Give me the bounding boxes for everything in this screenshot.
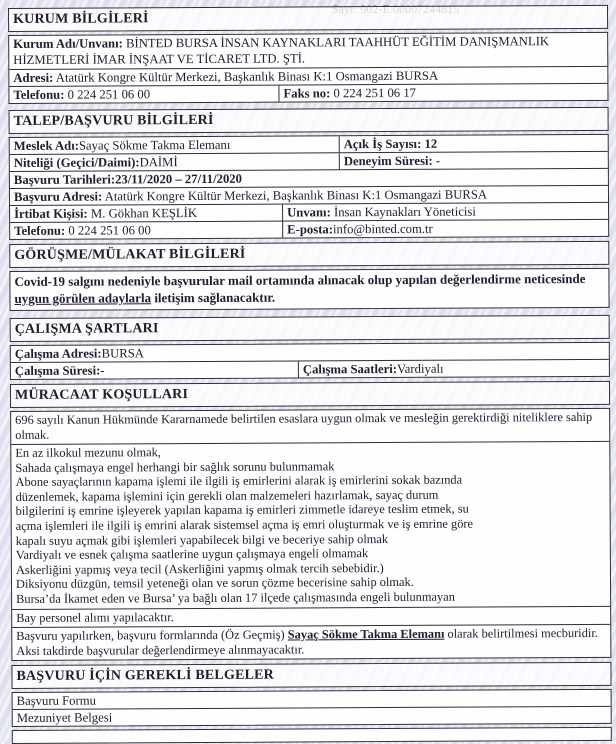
niteligi-value: DAİMİ — [139, 155, 178, 170]
unvani-label: Unvanı: — [287, 205, 331, 220]
kurum-adi-value: BİNTED BURSA İNSAN KAYNAKLARI TAAHHÜT EĞİTİM DANIŞMANLIK HİZMETLERİ İMAR İNŞAAT VE TİCARET LTD. ŞTİ. — [13, 34, 550, 67]
section-header-gorusme-mulakat — [9, 241, 609, 268]
kurum-telefon-label: Telefonu: — [13, 87, 65, 102]
section-title: KURUM BİLGİLERİ — [13, 11, 149, 27]
irtibat-value: M. Gökhan KEŞLİK — [87, 206, 198, 221]
basvuru-sekli-emphasis: Sayaç Sökme Takma Elemanı — [287, 626, 445, 642]
deneyim-label: Deneyim Süresi: — [343, 153, 433, 169]
khk-requirement — [11, 409, 609, 444]
kurum-telefon-value: 0 224 251 06 00 — [64, 87, 151, 102]
kurum-adres-label: Adresi: — [13, 70, 54, 85]
requirements-list — [11, 441, 610, 609]
section-gorusme-mulakat — [9, 268, 609, 311]
requirement-line: kapalı suyu açmak gibi işlemleri yapabilecek bilgi ve beceriye sahip olmak — [15, 531, 389, 548]
section-title: BAŞVURU İÇİN GEREKLİ BELGELER — [16, 667, 275, 684]
talep-telefon-label: Telefonu: — [14, 223, 66, 238]
kurum-adres-value: Atatürk Kongre Kültür Merkezi, Başkanlık Binası K:1 Osmangazi BURSA — [53, 68, 439, 85]
kurum-faks-cell — [279, 84, 607, 102]
section-header-calisma-sartlari — [10, 315, 610, 342]
meslek-adi-cell — [10, 136, 340, 154]
basvuru-sekli-row — [12, 623, 610, 659]
irtibat-label: İrtibat Kişisi: — [14, 206, 88, 221]
niteligi-label: Niteliği (Geçici/Daimi): — [13, 155, 140, 170]
acik-is-label: Açık İş Sayısı: — [343, 136, 422, 152]
section-gerekli-belgeler — [12, 688, 612, 726]
calisma-suresi-label: Çalışma Süresi: — [14, 363, 101, 378]
cutoff-row — [12, 726, 612, 743]
unvani-value: İnsan Kaynakları Yöneticisi — [330, 204, 476, 220]
section-muracaat-kosullari — [10, 408, 611, 661]
section-talep-basvuru — [9, 134, 610, 240]
requirement-line: düzenlemek, kapama işlemini için gerekli olan malzemeleri hazırlamak, sayaç durum — [15, 487, 439, 504]
covid-notice-text-end: iletişim sağlanacaktır. — [151, 289, 276, 305]
basvuru-sekli-text-end: olarak belirtilmesi mecburidir. Aksi takdirde başvurular değerlendirmeye alınmayacaktır. — [16, 625, 598, 658]
talep-telefon-value: 0 224 251 06 00 — [65, 223, 151, 238]
basvuru-tarihleri-value: 23/11/2020 – 27/11/2020 — [115, 171, 242, 187]
belge-item-basvuru-formu: Başvuru Formu — [16, 693, 96, 708]
covid-notice — [10, 269, 596, 310]
covid-notice-text: Covid-19 salgını nedeniyle başvurular mail ortamında alınacak olup yapılan değerlendirme neticesinde — [14, 270, 586, 289]
kurum-telefon-cell — [9, 86, 279, 103]
calisma-saatleri-value: Vardiyalı — [396, 361, 444, 376]
basvuru-adresi-label: Başvuru Adresi: — [13, 189, 103, 204]
deneyim-cell — [340, 152, 608, 169]
requirement-line: Askerliğini yapmış veya tecil (Askerliğini yapmış olmak tercih sebebidir.) — [15, 560, 384, 577]
requirement-line: Abone sayaçlarının kapama işlemi ile ilgili iş emirlerini alarak iş emirlerini sokak bazında — [15, 472, 463, 490]
calisma-suresi-value: - — [100, 363, 105, 378]
acik-is-value: 12 — [421, 136, 438, 151]
deneyim-value: - — [432, 153, 441, 168]
kurum-adi-row — [9, 33, 607, 69]
form-table — [8, 5, 612, 744]
requirement-line: açma işlemleri ile ilgili iş emrini alarak sistemsel açma iş emri oluşturmak ve iş emrine göre — [15, 516, 474, 533]
calisma-suresi-cell — [11, 361, 299, 379]
kurum-faks-value: 0 224 251 06 17 — [330, 85, 417, 101]
calisma-suresi-saatleri-row — [11, 359, 609, 379]
unvani-cell — [283, 203, 608, 221]
section-title: MÜRACAAT KOŞULLARI — [14, 387, 189, 403]
kurum-adi-label: Kurum Adı/Unvanı: — [13, 36, 123, 51]
irtibat-row — [10, 202, 608, 222]
requirement-line: Vardiyalı ve esnek çalışma saatlerine uygun çalışmaya engeli olmamak — [15, 546, 369, 563]
section-header-muracaat-kosullari — [10, 381, 610, 408]
calisma-saatleri-cell — [299, 360, 609, 378]
basvuru-tarihleri-label: Başvuru Tarihleri: — [13, 172, 116, 187]
irtibat-cell — [10, 205, 283, 222]
section-header-kurum-bilgileri — [8, 5, 608, 32]
covid-notice-underlined: uygun görülen adaylarla — [14, 289, 152, 306]
basvuru-sekli-text: Başvuru yapılırken, başvuru formlarında (Öz Geçmiş) — [16, 627, 288, 643]
bay-personel-text: Bay personel alımı yapılacaktır. — [16, 609, 174, 625]
calisma-saatleri-label: Çalışma Saatleri: — [302, 361, 398, 377]
section-header-talep-basvuru — [9, 107, 609, 134]
talep-telefon-cell — [10, 222, 283, 239]
eposta-value: info@binted.com.tr — [332, 221, 433, 237]
eposta-label: E-posta: — [287, 222, 334, 237]
requirement-line: bilgilerini iş emrine işleyerek yapılan kapama iş emirleri zimmetle idareye teslim etmek, su — [15, 501, 469, 519]
requirement-line: En az ilkokul mezunu olmak, — [15, 445, 161, 460]
requirement-line: Diksiyonu düzgün, temsil yeteneği olan ve sorun çözme becerisine sahip olmak. — [15, 575, 414, 592]
acik-is-cell — [340, 135, 608, 152]
khk-requirement-text: 696 sayılı Kanun Hükmünde Kararnamede belirtilen esaslara uygun olmak ve mesleğin gerektirdiği niteliklere sahip olmak. — [15, 409, 593, 442]
calisma-adresi-label: Çalışma Adresi: — [14, 346, 102, 361]
meslek-adi-label: Meslek Adı: — [13, 138, 79, 153]
niteligi-row — [10, 151, 608, 171]
kurum-telefon-faks-row — [9, 83, 607, 103]
section-title: GÖRÜŞME/MÜLAKAT BİLGİLERİ — [14, 246, 246, 263]
section-calisma-sartlari — [10, 342, 610, 380]
talep-telefon-eposta-row — [10, 219, 608, 239]
meslek-adi-value: Sayaç Sökme Takma Elemanı — [78, 137, 231, 153]
belge-item-mezuniyet-belgesi: Mezuniyet Belgesi — [13, 705, 611, 725]
section-title: TALEP/BAŞVURU BİLGİLERİ — [13, 112, 214, 129]
niteligi-cell — [10, 153, 340, 171]
calisma-adresi-value: BURSA — [101, 346, 144, 361]
section-kurum-bilgileri — [8, 32, 608, 104]
section-title: ÇALIŞMA ŞARTLARI — [14, 321, 159, 337]
basvuru-adresi-value: Atatürk Kongre Kültür Merkezi, Başkanlık Binası K:1 Osmangazi BURSA — [102, 187, 488, 204]
meslek-adi-row — [10, 135, 608, 154]
kurum-faks-label: Faks no: — [283, 86, 331, 101]
section-header-gerekli-belgeler — [11, 661, 611, 688]
eposta-cell — [283, 220, 608, 238]
requirement-line: Bursa’da İkamet eden ve Bursa’ ya bağlı olan 17 ilçede çalışmasında engeli bulunmayan — [16, 589, 455, 606]
requirement-line: Sahada çalışmaya engel herhangi bir sağlık sorunu bulunmamak — [15, 458, 335, 475]
